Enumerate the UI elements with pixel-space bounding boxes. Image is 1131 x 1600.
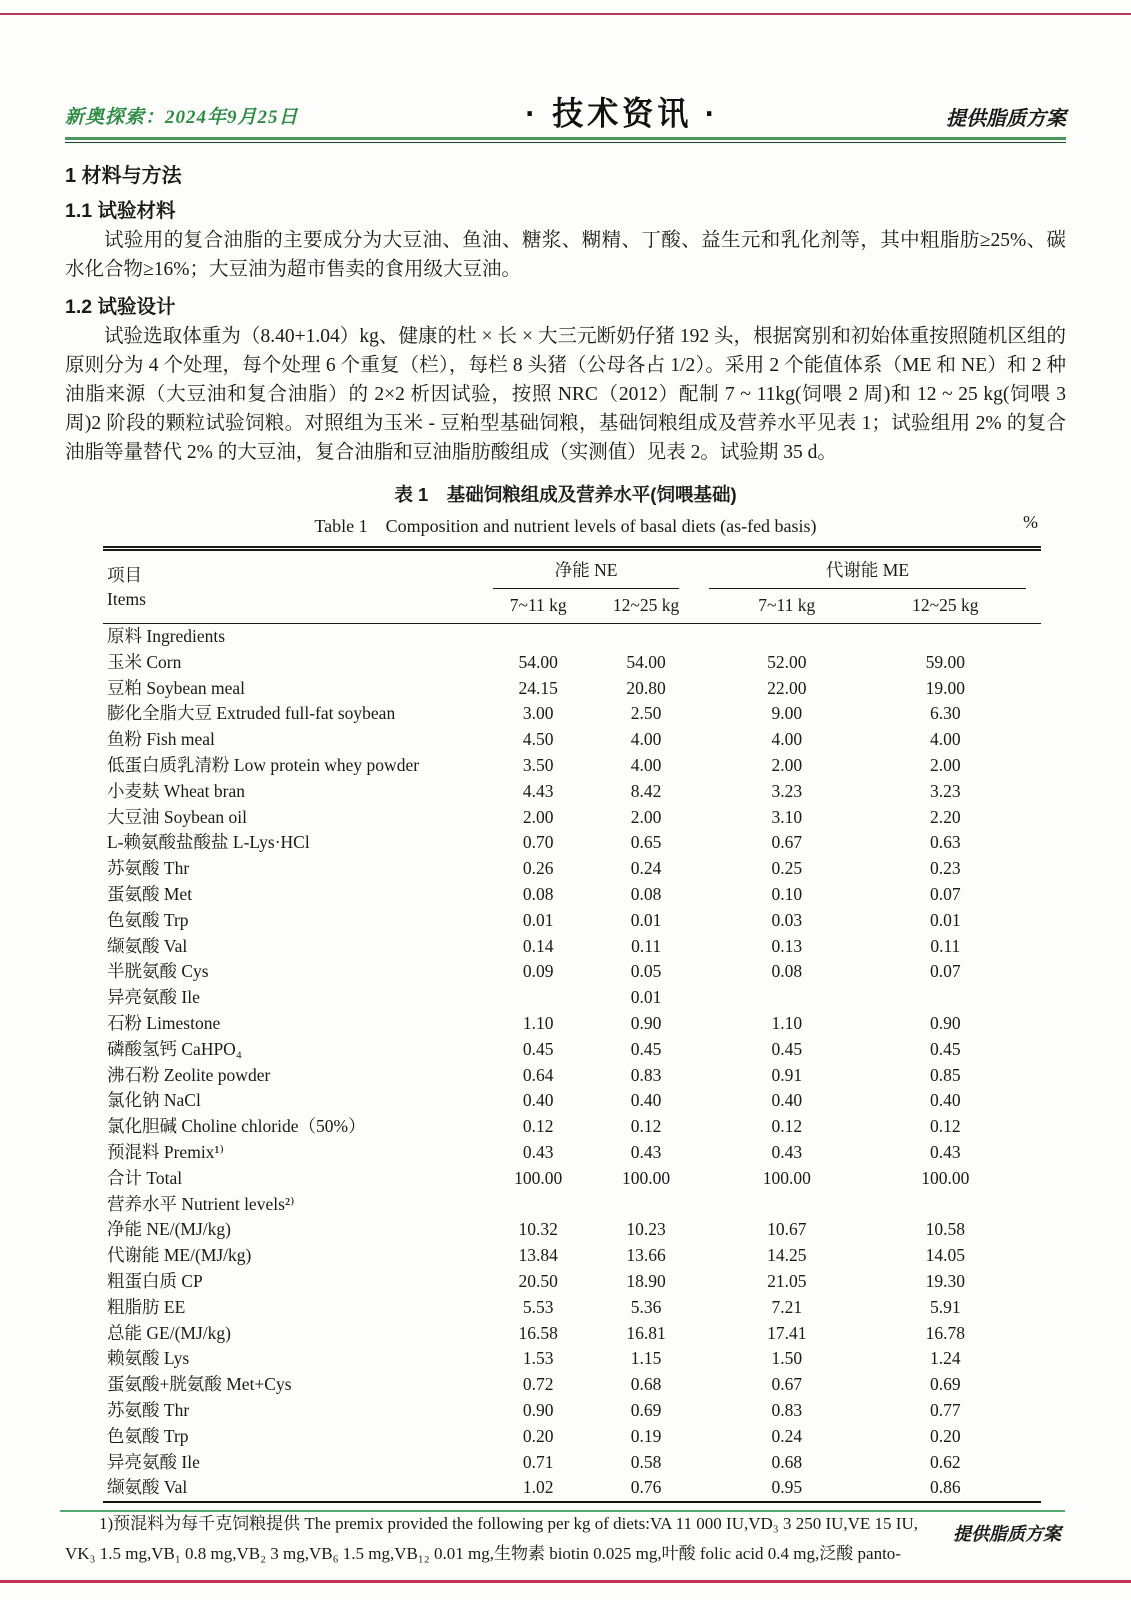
header-items-cell [103,549,478,624]
row-value: 0.40 [930,1090,961,1111]
row-value: 0.20 [930,1425,961,1446]
row-label: 鱼粉 Fish meal [107,729,215,750]
row-value: 100.00 [762,1167,811,1188]
row-value: 5.91 [930,1296,961,1317]
row-value: 5.53 [522,1296,554,1317]
row-value: 0.01 [630,987,662,1008]
row-value: 2.20 [930,806,961,827]
masthead-date-text: 新奥探索：2024年9月25日 [65,107,299,128]
table-footnote [65,1509,1066,1569]
table-row [103,1088,1041,1114]
row-value: 0.68 [771,1451,803,1472]
table-row [103,805,1041,831]
row-value: 0.01 [630,909,662,930]
table-row [103,1037,1041,1063]
row-label: 氯化钠 NaCl [107,1090,201,1111]
row-value: 0.43 [771,1141,803,1162]
header-subcol: 12~25 kg [880,590,1041,624]
row-value: 0.76 [630,1477,662,1498]
section-heading-1-1: 1.1 试验材料 [65,200,176,222]
row-value: 100.00 [622,1167,671,1188]
bottom-red-rule [0,1580,1131,1583]
row-value: 0.12 [771,1116,803,1137]
section-row-label: 原料 Ingredients [107,626,226,646]
row-label: 蛋氨酸 Met [107,883,193,904]
masthead-slogan-text: 提供脂质方案 [945,108,1066,130]
paragraph-materials: 试验用的复合油脂的主要成分为大豆油、鱼油、糖浆、糊精、丁酸、益生元和乳化剂等，其中粗脂肪≥25%、碳水化合物≥16%；大豆油为超市售卖的食用级大豆油。 [65,230,1066,280]
row-label: 玉米 Corn [107,651,182,672]
header-items-en: Items [107,589,146,609]
row-value: 17.41 [767,1322,807,1343]
row-value: 0.08 [522,883,554,904]
header-subcol: 7~11 kg [478,590,598,624]
row-value: 0.90 [630,1012,662,1033]
row-label: 缬氨酸 Val [107,1477,188,1498]
row-value: 0.67 [771,1374,803,1395]
row-value: 1.50 [771,1348,803,1369]
row-label: 色氨酸 Trp [107,1425,189,1446]
row-value: 2.00 [522,806,554,827]
row-value: 0.08 [771,961,803,982]
row-value: 0.23 [930,858,961,879]
row-value: 14.05 [925,1245,965,1266]
footer-slogan-text: 提供脂质方案 [953,1524,1061,1544]
row-value: 0.10 [771,883,803,904]
row-value: 2.00 [771,754,803,775]
row-value: 0.91 [771,1064,803,1085]
table-row [103,701,1041,727]
row-value: 3.00 [522,703,554,724]
row-value: 0.05 [630,961,662,982]
table-row [103,1398,1041,1424]
row-value: 54.00 [626,651,666,672]
row-value: 10.32 [518,1219,558,1240]
row-value: 0.72 [522,1374,554,1395]
table-row [103,779,1041,805]
row-label: 代谢能 ME/(MJ/kg) [107,1245,252,1266]
row-label: 氯化胆碱 Choline chloride（50%） [107,1116,366,1137]
row-label: 膨化全脂大豆 Extruded full-fat soybean [107,703,396,724]
row-value: 0.83 [630,1064,662,1085]
row-value: 4.43 [522,780,554,801]
diet-table [103,546,1041,1503]
table-row [103,882,1041,908]
row-value: 16.78 [925,1322,965,1343]
row-value: 22.00 [767,677,807,698]
row-value: 9.00 [771,703,803,724]
row-value: 0.45 [630,1038,662,1059]
row-label: 磷酸氢钙 CaHPO₄ [107,1038,242,1059]
row-value: 7.21 [771,1296,803,1317]
row-value: 0.83 [771,1399,803,1420]
table-row [103,1011,1041,1037]
row-value: 0.24 [771,1425,803,1446]
diet-table-body [103,624,1041,1503]
row-value: 52.00 [767,651,807,672]
row-value: 13.66 [626,1245,666,1266]
row-value: 19.00 [925,677,965,698]
row-value: 0.12 [930,1116,961,1137]
row-value: 0.08 [630,883,662,904]
row-value: 0.63 [930,832,961,853]
row-label: 石粉 Limestone [107,1012,221,1033]
row-label: 总能 GE/(MJ/kg) [107,1322,231,1343]
table-row [103,676,1041,702]
row-value: 8.42 [630,780,662,801]
row-label: 粗蛋白质 CP [107,1270,203,1291]
row-value: 1.10 [771,1012,803,1033]
table-row [103,1140,1041,1166]
header-group-me: 代谢能 ME [694,549,1041,591]
row-value: 3.23 [771,780,803,801]
table-title-en: Table 1 Composition and nutrient levels of basal diets (as-fed basis) [314,516,817,536]
row-value: 4.00 [630,729,662,750]
row-value: 0.62 [930,1451,961,1472]
row-label: 大豆油 Soybean oil [107,806,247,827]
row-value: 10.23 [626,1219,666,1240]
row-value: 0.85 [930,1064,961,1085]
table-row [103,1243,1041,1269]
paragraph-design: 试验选取体重为（8.40+1.04）kg、健康的杜 × 长 × 大三元断奶仔猪 192 头，根据窝别和初始体重按照随机区组的原则分为 4 个处理，每个处理 6 个重复（栏），每栏 8 头猪（公母各占 1/2）。采用 2 个能值体系（ME 和 NE）和 2 种油脂来源（大豆油和复合油脂）的 2×2 析因试验，按照 NRC（2012）配制 7 ~ 11kg(饲喂 2 周)和 12 ~ 25 kg(饲喂 3 周)2 阶段的颗粒试验饲粮。对照组为玉米 - 豆粕型基础饲粮，基础饲粮组成及营养水平见表 1；试验组用 2% 的复合油脂等量替代 2% 的大豆油，复合油脂和豆油脂肪酸组成（实测值）见表 2。试验期 35 d。 [65,326,1066,463]
row-value: 0.95 [771,1477,803,1498]
row-value: 0.11 [631,935,662,956]
row-value: 0.01 [930,909,961,930]
row-value: 16.58 [518,1322,558,1343]
row-value: 0.90 [522,1399,554,1420]
table-row [103,985,1041,1011]
table-title-cn: 表 1 基础饲粮组成及营养水平(饲喂基础) [394,484,737,505]
header-subcol: 7~11 kg [694,590,880,624]
table-row [103,1346,1041,1372]
row-value [478,985,598,1011]
row-value: 0.24 [630,858,662,879]
row-value: 4.50 [522,729,554,750]
row-value: 1.53 [522,1348,554,1369]
row-label: L-赖氨酸盐酸盐 L-Lys·HCl [107,832,310,853]
table-row [103,959,1041,985]
row-value [880,985,1041,1011]
row-value: 0.03 [771,909,803,930]
row-label: 合计 Total [107,1167,183,1188]
row-value: 0.69 [630,1399,662,1420]
table-row [103,934,1041,960]
row-value: 0.71 [522,1451,554,1472]
masthead-rule [65,137,1066,143]
table-title-en-row [65,512,1066,538]
row-value: 0.43 [630,1141,662,1162]
row-value: 0.40 [522,1090,554,1111]
row-value: 1.10 [522,1012,554,1033]
row-value: 5.36 [630,1296,662,1317]
row-value: 0.19 [630,1425,662,1446]
row-value: 0.43 [522,1141,554,1162]
row-value: 54.00 [518,651,558,672]
row-label: 苏氨酸 Thr [107,1399,190,1420]
row-value: 0.01 [522,909,554,930]
table-row [103,753,1041,779]
row-value: 100.00 [921,1167,970,1188]
table-row [103,1321,1041,1347]
masthead [65,88,1066,133]
table-row [103,1114,1041,1140]
row-value: 13.84 [518,1245,558,1266]
row-value: 0.86 [930,1477,961,1498]
row-value: 24.15 [518,677,558,698]
row-value: 0.14 [522,935,554,956]
row-label: 缬氨酸 Val [107,935,188,956]
row-value: 0.58 [630,1451,662,1472]
table-row [103,856,1041,882]
row-value: 14.25 [767,1245,807,1266]
row-label: 异亮氨酸 Ile [107,1451,200,1472]
row-value: 0.11 [930,935,961,956]
row-label: 净能 NE/(MJ/kg) [107,1219,231,1240]
table-row [103,650,1041,676]
row-value: 0.65 [630,832,662,853]
table-row [103,1166,1041,1192]
row-value: 0.12 [522,1116,554,1137]
row-value: 2.00 [630,806,662,827]
row-value: 0.67 [771,832,803,853]
row-value: 2.00 [930,754,961,775]
row-value: 0.13 [771,935,803,956]
table-row [103,1269,1041,1295]
row-value: 10.67 [767,1219,807,1240]
row-label: 蛋氨酸+胱氨酸 Met+Cys [107,1374,292,1395]
table-row [103,1063,1041,1089]
row-value: 0.40 [771,1090,803,1111]
row-label: 异亮氨酸 Ile [107,987,200,1008]
table-row [103,908,1041,934]
row-value: 3.23 [930,780,961,801]
section-heading-1: 1 材料与方法 [65,165,182,187]
table-row [103,830,1041,856]
row-label: 小麦麸 Wheat bran [107,780,246,801]
row-value: 0.45 [771,1038,803,1059]
row-value: 0.69 [930,1374,961,1395]
row-label: 粗脂肪 EE [107,1296,186,1317]
row-value: 2.50 [630,703,662,724]
table-row [103,727,1041,753]
row-label: 半胱氨酸 Cys [107,961,209,982]
row-label: 预混料 Premix¹⁾ [107,1141,224,1162]
table-row [103,1372,1041,1398]
row-value: 1.15 [630,1348,662,1369]
row-value: 20.80 [626,677,666,698]
table-row [103,1192,1041,1218]
row-value: 1.02 [522,1477,554,1498]
footer-green-rule [60,1510,1065,1512]
table-unit-label: % [1023,512,1038,532]
header-group-ne: 净能 NE [478,549,694,591]
section-heading-1-2: 1.2 试验设计 [65,296,176,318]
row-value: 3.50 [522,754,554,775]
row-label: 沸石粉 Zeolite powder [107,1064,271,1085]
header-items-cn: 项目 [107,565,142,585]
row-value: 0.90 [930,1012,961,1033]
row-value: 18.90 [626,1270,666,1291]
row-label: 低蛋白质乳清粉 Low protein whey powder [107,754,420,775]
row-label: 苏氨酸 Thr [107,858,190,879]
diet-table-wrap [103,546,1041,1503]
header-subcol: 12~25 kg [598,590,694,624]
table-row [103,1217,1041,1243]
row-value: 6.30 [930,703,961,724]
table-row [103,1475,1041,1502]
row-value: 59.00 [925,651,965,672]
row-value: 0.68 [630,1374,662,1395]
row-value: 4.00 [930,729,961,750]
row-value: 19.30 [925,1270,965,1291]
table-row [103,1450,1041,1476]
row-value: 0.20 [522,1425,554,1446]
table-row [103,1424,1041,1450]
row-label: 豆粕 Soybean meal [107,677,246,698]
row-value: 0.43 [930,1141,961,1162]
row-value [694,985,880,1011]
table-row [103,624,1041,650]
row-value: 21.05 [767,1270,807,1291]
row-value: 0.64 [522,1064,554,1085]
row-value: 0.40 [630,1090,662,1111]
footnote-line-2: VK₃ 1.5 mg,VB₁ 0.8 mg,VB₂ 3 mg,VB₆ 1.5 mg,VB₁₂ 0.01 mg,生物素 biotin 0.025 mg,叶酸 folic acid 0.4 mg,泛酸 panto- [65,1544,901,1564]
row-value: 10.58 [925,1219,965,1240]
table-header-row-groups [103,549,1041,591]
row-label: 色氨酸 Trp [107,909,189,930]
row-value: 3.10 [771,806,803,827]
row-value: 4.00 [630,754,662,775]
row-label: 赖氨酸 Lys [107,1348,190,1369]
footnote-line-1: 1)预混料为每千克饲粮提供 The premix provided the following per kg of diets:VA 11 000 IU,VD₃ 3 250 IU,VE 15 IU, [99,1514,918,1534]
section-row-label: 营养水平 Nutrient levels²⁾ [107,1193,295,1214]
masthead-section-title: · 技术资讯 · [525,95,720,133]
row-value: 0.45 [930,1038,961,1059]
row-value: 0.12 [630,1116,662,1137]
row-value: 1.24 [930,1348,961,1369]
content [65,0,1066,1569]
table-row [103,1295,1041,1321]
row-value: 0.26 [522,858,554,879]
row-value: 100.00 [514,1167,563,1188]
row-value: 4.00 [771,729,803,750]
row-value: 0.77 [930,1399,961,1420]
row-value: 0.09 [522,961,554,982]
row-value: 16.81 [626,1322,666,1343]
row-value: 0.07 [930,961,961,982]
row-value: 0.25 [771,858,803,879]
row-value: 0.70 [522,832,554,853]
row-value: 0.07 [930,883,961,904]
row-value: 20.50 [518,1270,558,1291]
row-value: 0.45 [522,1038,554,1059]
